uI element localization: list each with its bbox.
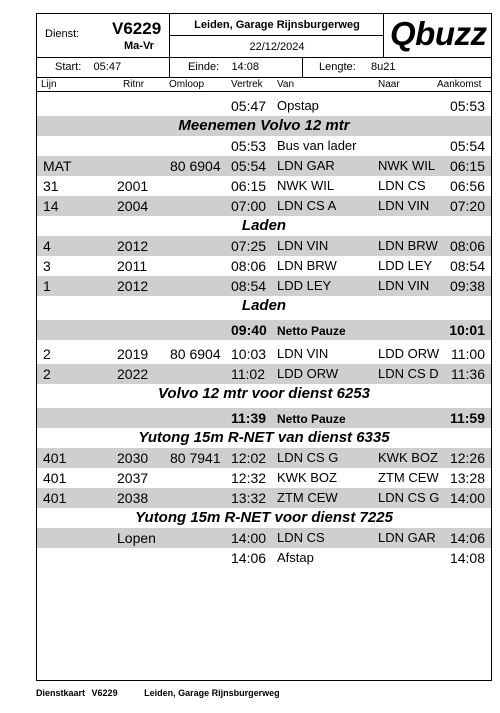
trip-row	[37, 364, 491, 384]
departure-time: 08:06	[231, 258, 267, 274]
col-lijn: Lijn	[41, 79, 57, 90]
einde-cell	[170, 58, 303, 77]
pause-row	[37, 320, 491, 340]
garage-name: Leiden, Garage Rijnsburgerweg	[194, 19, 360, 31]
departure-time: 11:02	[231, 366, 265, 382]
trip-row	[37, 344, 491, 364]
section-heading: Meenemen Volvo 12 mtr	[37, 116, 491, 136]
column-headers	[37, 78, 491, 92]
trip-row	[37, 256, 491, 276]
trip-row	[37, 448, 491, 468]
section-heading: Laden	[241, 217, 287, 234]
lengte-label: Lengte:	[319, 61, 356, 73]
departure-time: 05:53	[231, 138, 267, 154]
dienst-label: Dienst:	[45, 28, 80, 40]
to-stop: LDN BRW	[378, 238, 438, 253]
line-number: 401	[43, 470, 67, 486]
from-stop: LDD LEY	[277, 278, 332, 293]
departure-time: 11:39	[231, 410, 267, 426]
from-stop: LDN CS G	[277, 450, 339, 465]
from-stop: Bus van lader	[277, 138, 357, 153]
dienstkaart-sheet	[36, 13, 492, 681]
from-stop: KWK BOZ	[277, 470, 337, 485]
einde-label: Einde:	[188, 61, 220, 73]
to-stop: LDN GAR	[378, 530, 436, 545]
departure-time: 06:15	[231, 178, 267, 194]
line-number: 2	[43, 366, 51, 382]
departure-time: 07:25	[231, 238, 267, 254]
trip-number: 2004	[117, 198, 149, 214]
col-ritnr: Ritnr	[123, 79, 145, 90]
departure-time: 10:03	[231, 346, 267, 362]
pause-row	[37, 408, 491, 428]
to-stop: ZTM CEW	[378, 470, 439, 485]
col-aankomst: Aankomst	[437, 79, 482, 90]
trip-row	[37, 156, 491, 176]
line-number: 1	[43, 278, 51, 294]
from-stop: NWK WIL	[277, 178, 335, 193]
logo-box	[384, 14, 491, 58]
line-number: 401	[43, 450, 67, 466]
arrival-time: 12:26	[449, 450, 485, 466]
footer-garage: Leiden, Garage Rijnsburgerweg	[144, 688, 280, 698]
trip-row	[37, 276, 491, 296]
footer	[36, 688, 284, 698]
trip-row	[37, 136, 491, 156]
to-stop: LDN CS G	[378, 490, 440, 505]
departure-time: 05:47	[231, 98, 267, 114]
from-stop: LDD ORW	[277, 366, 339, 381]
line-number: 4	[43, 238, 51, 254]
departure-time: 12:02	[231, 450, 267, 466]
einde-time: 14:08	[231, 61, 259, 73]
arrival-time: 09:38	[449, 278, 485, 294]
arrival-time: 06:56	[449, 178, 485, 194]
arrival-time: 08:54	[449, 258, 485, 274]
section-heading: Volvo 12 mtr voor dienst 6253	[157, 385, 371, 402]
start-label: Start:	[55, 61, 82, 73]
section-heading: Laden	[241, 297, 287, 314]
trip-row	[37, 96, 491, 116]
divider	[170, 35, 383, 36]
line-number: MAT	[43, 158, 72, 174]
arrival-time: 08:06	[449, 238, 485, 254]
trip-number: 2019	[117, 346, 149, 362]
arrival-time: 14:00	[449, 490, 485, 506]
to-stop: LDD ORW	[378, 346, 440, 361]
arrival-time: 11:59	[449, 410, 485, 426]
section-heading: Yutong 15m R-NET voor dienst 7225	[135, 509, 393, 526]
arrival-time: 11:36	[451, 366, 485, 382]
trip-row	[37, 236, 491, 256]
block-number: 80 6904	[170, 158, 221, 174]
from-stop: LDN CS	[277, 530, 325, 545]
qbuzz-logo: Qbuzz	[390, 15, 487, 52]
col-omloop: Omloop	[169, 79, 205, 90]
lengte-cell	[303, 58, 491, 77]
trip-number: 2012	[117, 238, 149, 254]
footer-label: Dienstkaart	[36, 688, 86, 698]
trip-number: 2012	[117, 278, 149, 294]
lengte-value: 8u21	[370, 61, 396, 73]
col-vertrek: Vertrek	[231, 79, 263, 90]
arrival-time: 11:00	[451, 346, 485, 362]
to-stop: LDN VIN	[378, 278, 430, 293]
trip-number: 2037	[117, 470, 149, 486]
departure-time: 08:54	[231, 278, 267, 294]
to-stop: NWK WIL	[378, 158, 436, 173]
trip-number: 2022	[117, 366, 149, 382]
from-stop: LDN BRW	[277, 258, 337, 273]
dienst-code: V6229	[112, 19, 162, 38]
arrival-time: 13:28	[449, 470, 485, 486]
trip-row	[37, 176, 491, 196]
from-stop: LDN GAR	[277, 158, 335, 173]
section-heading: Yutong 15m R-NET van dienst 6335	[138, 429, 390, 446]
to-stop: LDD LEY	[378, 258, 433, 273]
from-stop: Opstap	[277, 98, 319, 113]
dienst-days: Ma-Vr	[124, 40, 154, 52]
departure-time: 14:00	[231, 530, 267, 546]
arrival-time: 14:08	[449, 550, 485, 566]
trip-number: Lopen	[117, 530, 156, 546]
trip-rows	[37, 96, 491, 568]
departure-time: 14:06	[231, 550, 267, 566]
to-stop: LDN CS D	[378, 366, 439, 381]
arrival-time: 05:53	[449, 98, 485, 114]
trip-number: 2011	[117, 258, 148, 274]
from-stop: LDN VIN	[277, 238, 329, 253]
col-van: Van	[277, 79, 295, 90]
line-number: 2	[43, 346, 51, 362]
line-number: 31	[43, 178, 59, 194]
from-stop: LDN CS A	[277, 198, 337, 213]
block-number: 80 6904	[170, 346, 221, 362]
to-stop: LDN VIN	[378, 198, 430, 213]
from-stop: ZTM CEW	[277, 490, 338, 505]
garage-date-box	[170, 14, 384, 58]
arrival-time: 07:20	[449, 198, 485, 214]
departure-time: 12:32	[231, 470, 267, 486]
trip-number: 2038	[117, 490, 149, 506]
trip-row	[37, 528, 491, 548]
start-cell	[37, 58, 170, 77]
departure-time: 09:40	[231, 322, 267, 338]
departure-time: 13:32	[231, 490, 267, 506]
col-naar: Naar	[378, 79, 400, 90]
trip-row	[37, 196, 491, 216]
trip-row	[37, 468, 491, 488]
start-time: 05:47	[93, 61, 122, 73]
departure-time: 07:00	[231, 198, 267, 214]
trip-number: 2001	[117, 178, 149, 194]
arrival-time: 10:01	[449, 322, 485, 338]
trip-row	[37, 488, 491, 508]
pause-label: Netto Pauze	[277, 324, 346, 338]
service-date: 22/12/2024	[249, 41, 305, 53]
arrival-time: 14:06	[449, 530, 485, 546]
arrival-time: 06:15	[449, 158, 485, 174]
arrival-time: 05:54	[449, 138, 485, 154]
line-number: 3	[43, 258, 51, 274]
pause-label: Netto Pauze	[277, 412, 346, 426]
block-number: 80 7941	[170, 450, 221, 466]
dienst-box	[37, 14, 170, 58]
trip-number: 2030	[117, 450, 149, 466]
to-stop: LDN CS	[378, 178, 426, 193]
departure-time: 05:54	[231, 158, 267, 174]
trip-row	[37, 548, 491, 568]
line-number: 14	[43, 198, 59, 214]
from-stop: Afstap	[277, 550, 314, 565]
from-stop: LDN VIN	[277, 346, 329, 361]
info-row	[37, 58, 491, 78]
to-stop: KWK BOZ	[378, 450, 438, 465]
line-number: 401	[43, 490, 67, 506]
footer-code: V6229	[91, 688, 118, 698]
